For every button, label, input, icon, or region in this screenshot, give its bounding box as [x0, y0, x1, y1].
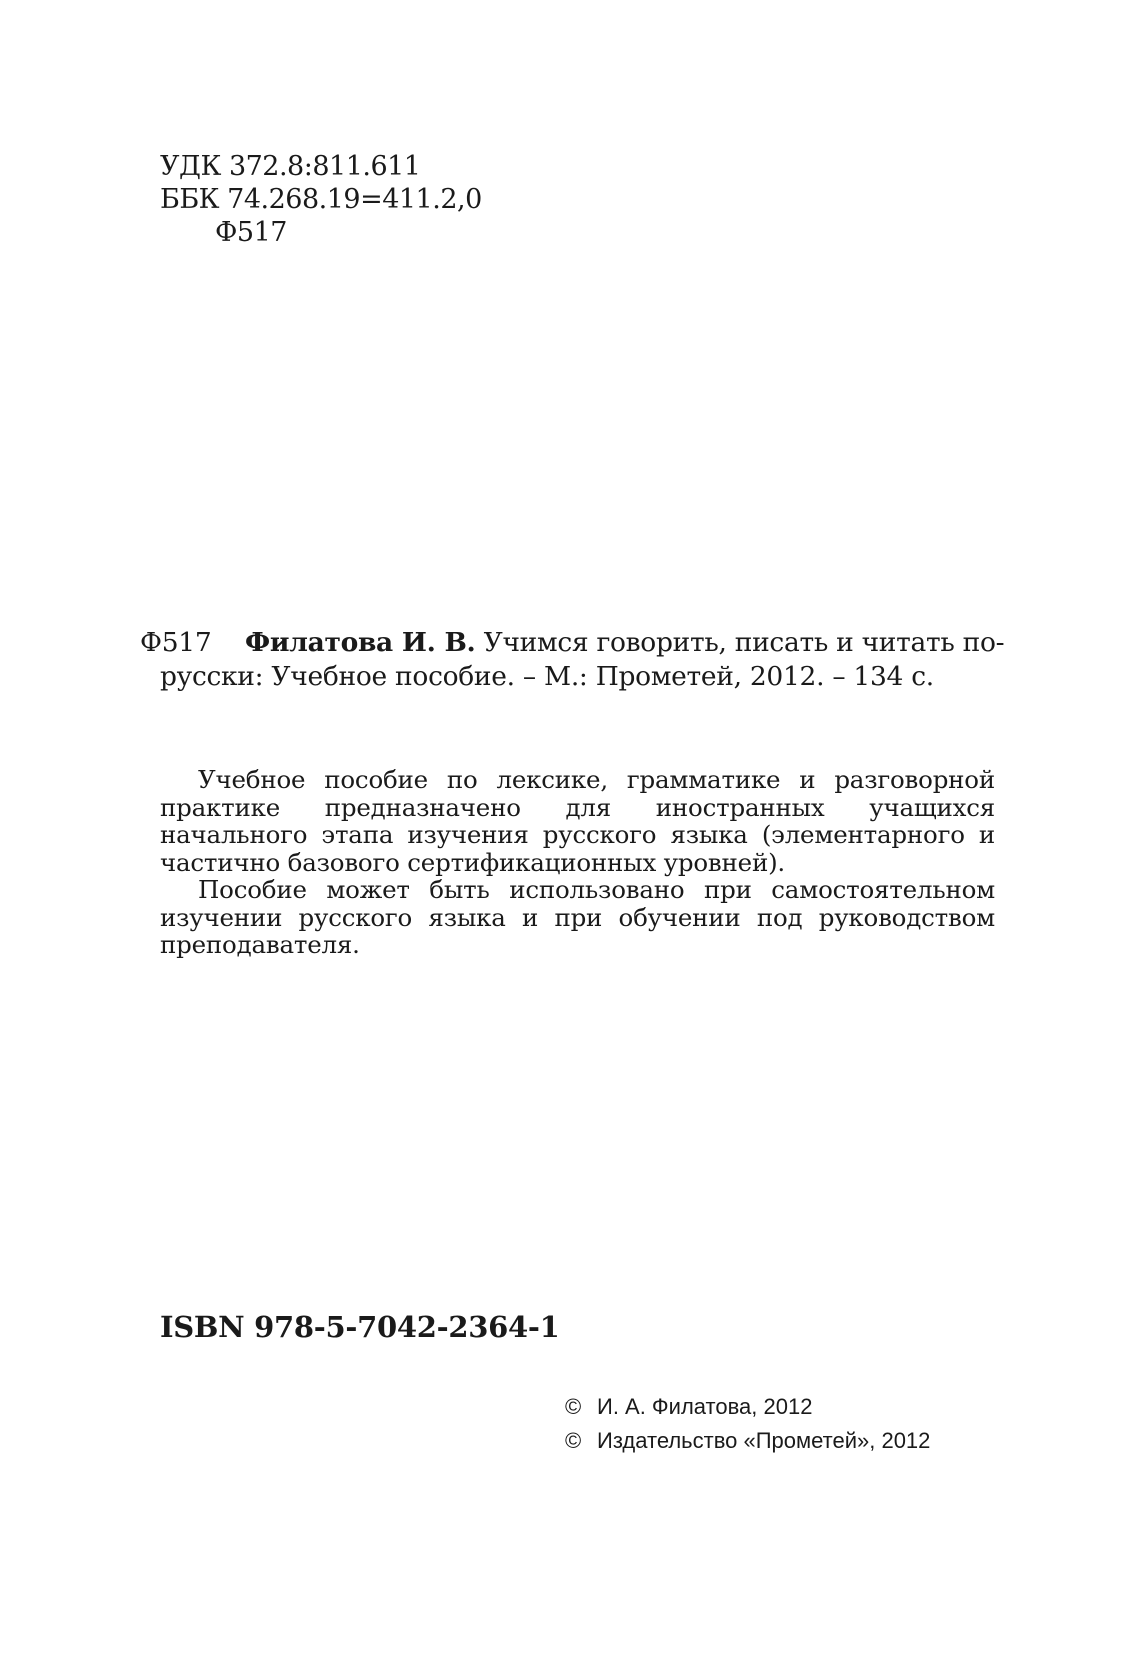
- bbk-code: ББК 74.268.19=411.2,0: [160, 184, 482, 215]
- isbn: ISBN 978-5-7042-2364-1: [160, 1310, 560, 1344]
- abstract-paragraph-1: Учебное пособие по лексике, грамматике и разговорной практике предназначено для иностранных учащихся начального этапа изучения русского языка (элементарного и частично базового сертификационных уровней).: [160, 765, 995, 877]
- author-mark: Ф517: [215, 217, 287, 248]
- classification-codes: [160, 150, 482, 249]
- copyright-author: [565, 1390, 930, 1424]
- abstract-paragraph-2: Пособие может быть использовано при самостоятельном изучении русского языка и при обучении под руководством преподавателя.: [160, 875, 995, 959]
- copyright-icon: ©: [565, 1394, 582, 1419]
- book-title-part-2: русски: Учебное пособие. – М.: Прометей, 2012. – 134 с.: [160, 661, 934, 692]
- abstract: [160, 766, 995, 959]
- copyright-author-text: И. А. Филатова, 2012: [597, 1394, 813, 1419]
- copyright-publisher-text: Издательство «Прометей», 2012: [597, 1428, 931, 1453]
- copyright-icon: ©: [565, 1428, 582, 1453]
- udk-code: УДК 372.8:811.611: [160, 151, 421, 182]
- author-name: Филатова И. В.: [245, 627, 476, 658]
- shelf-mark: Ф517: [140, 627, 212, 658]
- bibliographic-record: [140, 626, 1005, 694]
- copyright-notices: [565, 1390, 930, 1458]
- book-title-part-1: Учимся говорить, писать и читать по-: [483, 627, 1005, 658]
- copyright-publisher: [565, 1424, 930, 1458]
- bibliographic-line-1: [140, 626, 1005, 660]
